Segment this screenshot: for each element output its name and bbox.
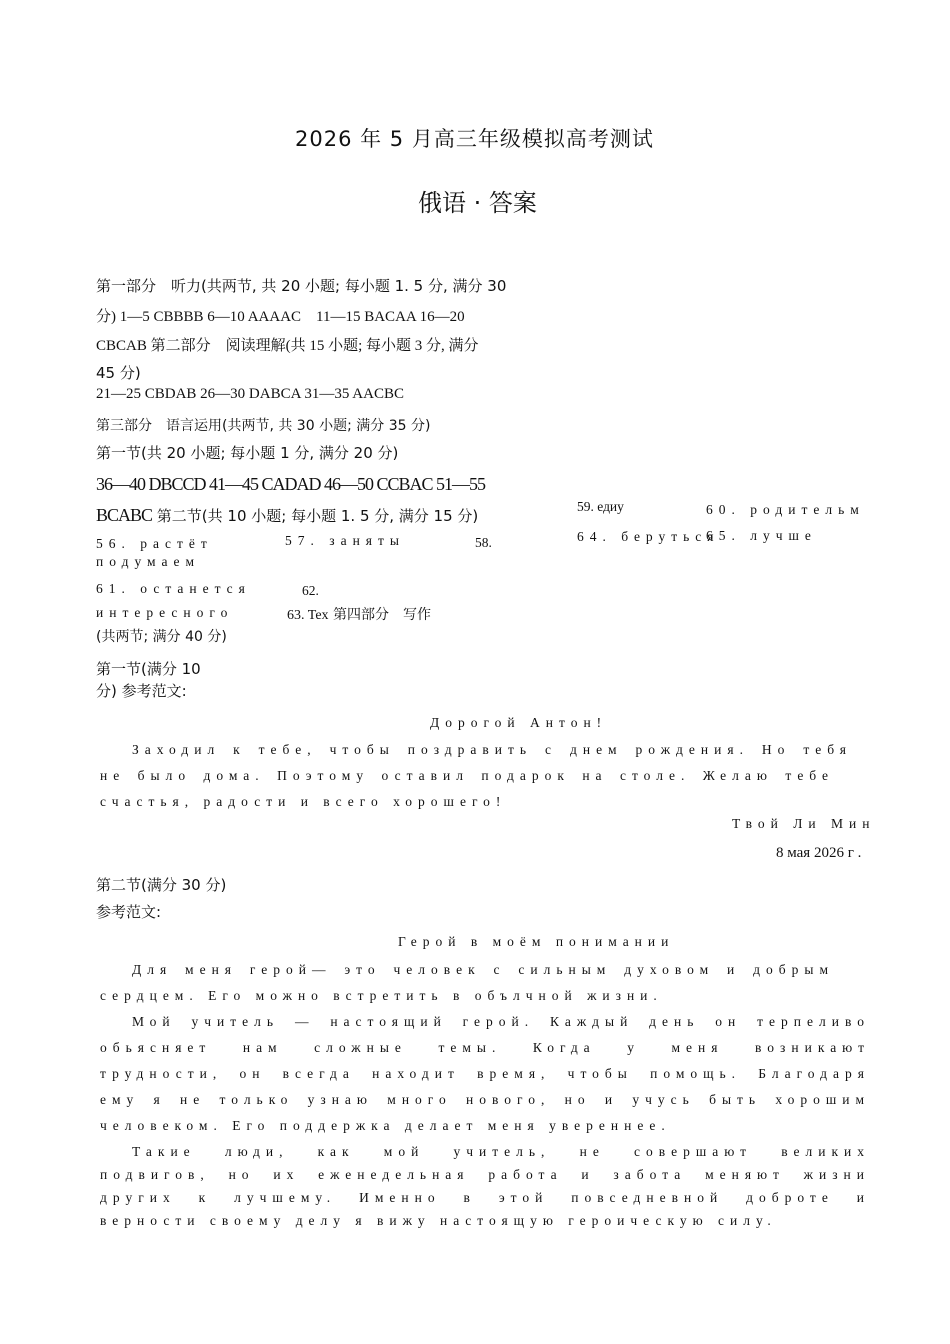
- letter-signature: Твой Ли Мин: [732, 816, 876, 831]
- letter-line3: счастья, радости и всего хорошего!: [100, 794, 507, 809]
- part3-answers-line1: 36—40 DBCCD 41—45 CADAD 46—50 CCBAC 51—55: [96, 474, 486, 494]
- part3-section1: 第一节(共 20 小题; 每小题 1 分, 满分 20 分): [96, 444, 399, 462]
- essay-p2-line4: ему я не только узнаю много нового, но и учусь быть хорошим: [100, 1092, 870, 1107]
- essay-p2-line3: трудности, он всегда находит время, чтобы помощь. Благодаря: [100, 1066, 870, 1081]
- part3-answers-line2: [96, 505, 478, 526]
- page-subtitle: 俄语 · 答案: [418, 189, 537, 217]
- answer-62: 62.: [302, 583, 319, 598]
- part2-answers: 21—25 CBDAB 26—30 DABCA 31—35 AACBC: [96, 386, 404, 402]
- answer-56: 56. растёт: [96, 536, 213, 551]
- part1-line1: 第一部分 听力(共两节, 共 20 小题; 每小题 1. 5 分, 满分 30: [96, 277, 507, 295]
- part4-section2: 第二节(满分 30 分): [96, 876, 227, 894]
- answer-61-continued: интересного: [96, 605, 234, 620]
- letter-line1: Заходил к тебе, чтобы поздравить с днем рождения. Но тебя: [132, 742, 852, 757]
- letter-greeting: Дорогой Антон!: [430, 715, 608, 730]
- essay-p1-line2: сердцем. Его можно встретить в обълчной жизни.: [100, 988, 663, 1003]
- answer-61: 61. останется: [96, 581, 251, 596]
- essay-title: Герой в моём понимании: [398, 934, 675, 949]
- essay-p3-line4: верности своему делу я вижу настоящую героическую силу.: [100, 1213, 777, 1228]
- answer-60: 60. родительм: [706, 502, 865, 517]
- essay-p3-line1: Такие люди, как мой учитель, не совершают великих: [132, 1144, 870, 1159]
- part3-answers-51-55: BCABC: [96, 505, 153, 525]
- letter-date: 8 мая 2026 г .: [776, 845, 862, 861]
- essay-p2-line1: Мой учитель — настоящий герой. Каждый день он терпеливо: [132, 1014, 870, 1029]
- essay-p2-line5: человеком. Его поддержка делает меня увереннее.: [100, 1118, 671, 1133]
- answer-65: 65. лучше: [706, 528, 817, 543]
- answer-59: 59. едиу: [577, 499, 624, 514]
- letter-line2: не было дома. Поэтому оставил подарок на столе. Желаю тебе: [100, 768, 834, 783]
- part4-section1-a: 第一节(满分 10: [96, 660, 201, 678]
- answer-63: 63. Tex: [287, 608, 329, 623]
- essay-p1-line1: Для меня герой— это человек с сильным духовом и добрым: [132, 962, 834, 977]
- part4-sample-label: 参考范文:: [96, 903, 162, 921]
- part3-title: 第三部分 语言运用(共两节, 共 30 小题; 满分 35 分): [96, 418, 431, 434]
- part1-line4: 45 分): [96, 364, 141, 382]
- answer-63-row: [287, 604, 431, 624]
- part1-line3: CBCAB 第二部分 阅读理解(共 15 小题; 每小题 3 分, 满分: [96, 338, 479, 354]
- part4-note: (共两节; 满分 40 分): [96, 629, 227, 645]
- part4-title: 第四部分 写作: [328, 607, 431, 623]
- page-title: 2026 年 5 月高三年级模拟高考测试: [295, 127, 654, 151]
- answer-64: 64. беруться: [577, 529, 720, 544]
- part3-section2: 第二节(共 10 小题; 每小题 1. 5 分, 满分 15 分): [152, 507, 479, 525]
- essay-p2-line2: обьясняет нам сложные темы. Когда у меня возникают: [100, 1040, 870, 1055]
- essay-p3-line3: других к лучшему. Именно в этой повседневной доброте и: [100, 1190, 870, 1205]
- part1-line2: 分) 1—5 CBBBB 6—10 AAAAC 11—15 BACAA 16—20: [96, 309, 465, 325]
- answer-57: 57. заняты: [285, 533, 405, 548]
- part4-section1-b: 分) 参考范文:: [96, 682, 187, 700]
- answer-58: 58.: [475, 535, 492, 550]
- essay-p3-line2: подвигов, но их еженедельная работа и забота меняют жизни: [100, 1167, 870, 1182]
- answer-56-continued: подумаем: [96, 554, 201, 569]
